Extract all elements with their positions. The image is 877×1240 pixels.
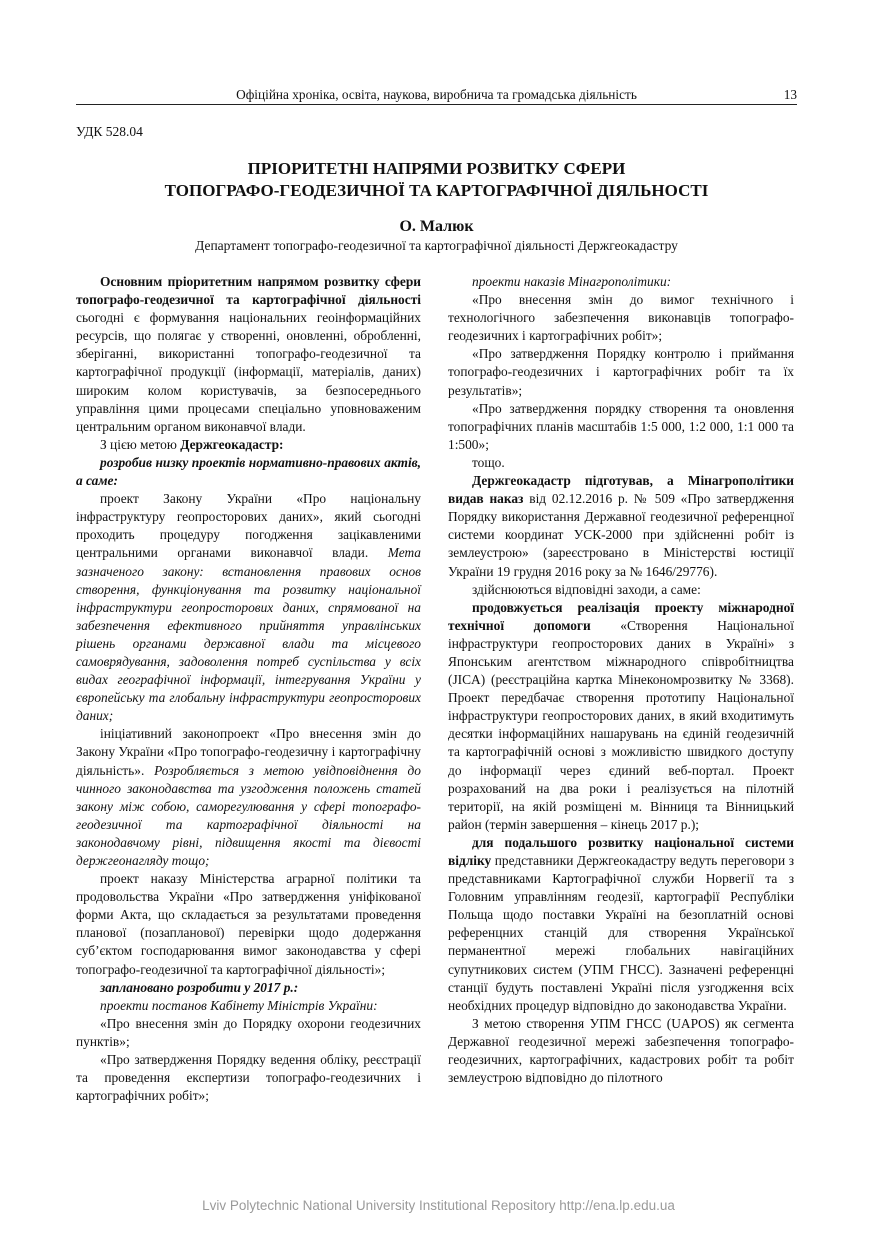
paragraph: Основним пріоритетним напрямом розвитку сфери топографо-геодезичної та картографічної діяльності сьогодні є формування національних геоінформаційних ресурсів, що полягає у створенні, оновленні, обробленні, зберіганні, використанні топографо-геодезичної та картографічної продукції (інформації, матеріалів, даних) широким колом користувачів, за безпосереднього управління цими процесами спеціально уповноваженим центральним органом виконавчої влади. [76,274,421,434]
left-column [76,273,421,1105]
bold-lead: Основним пріоритетним напрямом розвитку сфери топографо-геодезичної та картографічної діяльності [76,274,421,308]
page-number: 13 [783,87,797,102]
paragraph: «Про затвердження Порядку ведення обліку, реєстрації та проведення експертизи топографо-геодезичних і картографічних робіт»; [76,1052,421,1104]
paragraph: Держгеокадастр підготував, а Мінагрополітики видав наказ від 02.12.2016 р. № 509 «Про затвердження Порядку використання Державної геодезичної референцної системи координат УСК-2000 при здійсненні робіт із землеустрою» (зареєстровано в Міністерстві юстиції України 19 грудня 2016 року за № 1646/29776). [448,473,794,579]
paragraph: проект наказу Міністерства аграрної політики та продовольства України «Про затвердження уніфікованої форми Акта, що складається за результатами проведення планової (позапланової) перевірки щодо додержання суб’єктом господарювання вимог законодавства у сфері топографо-геодезичної та картографічної діяльності»; [76,871,421,977]
repository-footer: Lviv Polytechnic National University Institutional Repository http://ena.lp.edu.ua [202,1198,675,1213]
author-name: О. Малюк [399,218,474,235]
article-title-line2: ТОПОГРАФО-ГЕОДЕЗИЧНОЇ ТА КАРТОГРАФІЧНОЇ ДІЯЛЬНОСТІ [164,181,709,200]
paragraph: «Про затвердження порядку створення та оновлення топографічних планів масштабів 1:5 000, 1:2 000, 1:1 000 та 1:500»; [448,400,794,452]
paragraph: здійснюються відповідні заходи, а саме: [472,581,701,597]
paragraph: проекти постанов Кабінету Міністрів України: [100,997,378,1013]
paragraph: З цією метою Держгеокадастр: [100,436,284,452]
paragraph: З метою створення УПМ ГНСС (UAPOS) як сегмента Державної геодезичної мережі забезпечення топографо-геодезичних, картографічних, кадастрових робіт та робіт землеустрою відповідно до пілотного [448,1015,794,1086]
paragraph: заплановано розробити у 2017 р.: [100,979,299,995]
paragraph: продовжується реалізація проекту міжнародної технічної допомоги «Створення Національної інфраструктури геопросторових даних в Україні» з Японським агентством міжнародного співробітництва (JICA) (реєстраційна картка Мінекономрозвитку № 3368). Проект передбачає створення прототипу Національної інфраструктури геопросторових даних, в який входитимуть десятки інформаційних нашарувань на єдиній геодезичній та картографічній основі з можливістю швидкого доступу до інформації через єдиний веб-портал. Проект розрахований на два роки і реалізується на пілотній території, на якій розміщені м. Вінниця та Вінницький район (термін завершення – кінець 2017 р.); [448,599,794,832]
right-column [448,273,794,1087]
udc-code: УДК 528.04 [76,124,143,139]
article-title [76,158,797,202]
paragraph: ініціативний законопроект «Про внесення змін до Закону України «Про топографо-геодезичну і картографічну діяльність». Розробляється з метою увідповіднення до чинного законодавства та узгодження положень статей закону між собою, саморегулювання у сфері топографо-геодезичної та картографічної діяльності на законодавчому рівні, підвищення якості та дієвості держгеонагляду тощо; [76,726,421,868]
paragraph: «Про затвердження Порядку контролю і приймання топографо-геодезичних і картографічних робіт та їх результатів»; [448,346,794,398]
paragraph: для подальшого розвитку національної системи відліку представники Держгеокадастру ведуть переговори з представниками Картографічної служби Норвегії та з Головним управлінням геодезії, картографії Республіки Польща щодо поставки Україні на безоплатній основі референцних станцій для створення Української перманентної мережі глобальних навігаційних супутникових систем (УПМ ГНСС). Зазначені референцні станції будуть поставлені Україні після узгодження всіх необхідних процедур відповідно до законодавства України. [448,834,794,1013]
paragraph: розробив низку проектів нормативно-правових актів, а саме: [76,454,421,489]
paragraph: тощо. [472,454,505,470]
article-title-line1: ПРІОРИТЕТНІ НАПРЯМИ РОЗВИТКУ СФЕРИ [247,159,626,178]
paragraph: проект Закону України «Про національну інфраструктуру геопросторових даних», який сьогодні проходить процедуру погодження зацікавленими центральними органами виконавчої влади. Мета зазначеного закону: встановлення правових основ створення, функціонування та розвитку національної інфраструктури геопросторових даних, спрямованої на забезпечення ефективного прийняття управлінських рішень органами державної влади та місцевого самоврядування, задоволення потреб суспільства у всіх видах географічної інформації, інтегрування України у європейську та глобальну інфраструктури геопросторових даних; [76,491,421,724]
running-head [76,86,797,105]
running-title: Офіційна хроніка, освіта, наукова, виробнича та громадська діяльність [236,87,637,102]
paragraph: «Про внесення змін до Порядку охорони геодезичних пунктів»; [76,1015,421,1049]
author-affiliation: Департамент топографо-геодезичної та картографічної діяльності Держгеокадастру [195,238,678,253]
paragraph: «Про внесення змін до вимог технічного і технологічного забезпечення виконавців топографо-геодезичних і картографічних робіт»; [448,292,794,344]
paragraph: проекти наказів Мінагрополітики: [472,274,672,289]
